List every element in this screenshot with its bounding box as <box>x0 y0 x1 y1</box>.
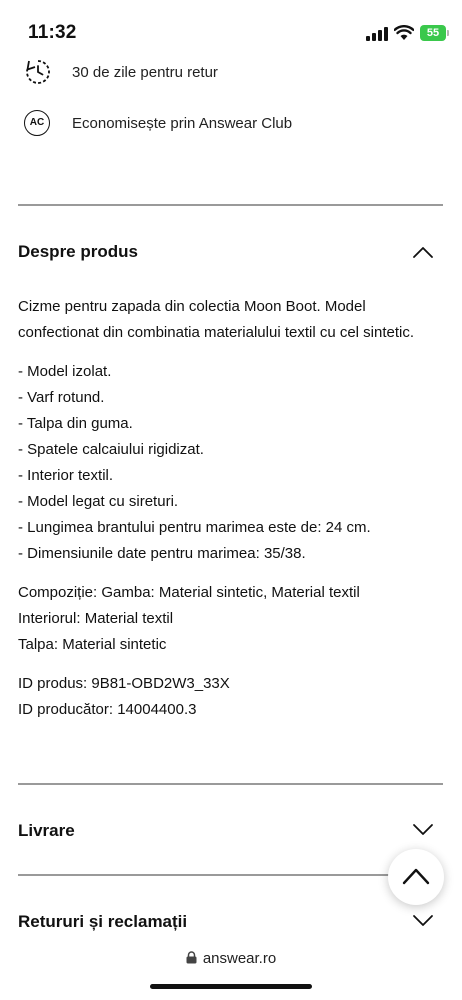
product-description <box>18 294 443 723</box>
perk-club-label: Economisește prin Answear Club <box>72 115 293 132</box>
chevron-up-icon[interactable] <box>412 245 434 259</box>
perk-answear-club <box>24 110 434 140</box>
home-indicator <box>150 984 312 989</box>
ac-badge-icon: AC <box>24 110 50 136</box>
delivery-section-title: Livrare <box>18 821 75 840</box>
feature-item: - Varf rotund. <box>18 389 105 406</box>
divider <box>18 874 443 876</box>
chevron-up-icon <box>402 867 430 885</box>
return-timer-icon <box>24 58 52 86</box>
composition-line: Compoziție: Gamba: Material sintetic, Material textil <box>18 584 360 601</box>
perk-returns <box>24 58 434 88</box>
product-intro: Cizme pentru zapada din colectia Moon Boot. Model confectionat din combinatia materialului textil cu cel sintetic. <box>18 298 415 341</box>
perk-returns-label: 30 de zile pentru retur <box>72 64 218 81</box>
composition-line: Talpa: Material sintetic <box>18 636 167 653</box>
divider <box>18 204 443 206</box>
feature-item: - Model legat cu sireturi. <box>18 493 179 510</box>
wifi-icon <box>394 25 414 41</box>
feature-item: - Talpa din guma. <box>18 415 133 432</box>
cellular-signal-icon <box>366 27 388 41</box>
battery-level: 55 <box>420 25 446 41</box>
product-id: ID produs: 9B81-OBD2W3_33X <box>18 675 230 692</box>
composition-line: Interiorul: Material textil <box>18 610 174 627</box>
feature-item: - Lungimea brantului pentru marimea este de: 24 cm. <box>18 519 371 536</box>
lock-icon <box>186 951 197 964</box>
about-section-title: Despre produs <box>18 242 138 261</box>
returns-section-title: Retururi și reclamații <box>18 912 188 931</box>
status-bar <box>0 0 462 62</box>
chevron-down-icon[interactable] <box>412 914 434 928</box>
browser-url-bar[interactable] <box>0 940 462 980</box>
battery-icon <box>420 25 450 41</box>
scroll-to-top-button[interactable] <box>388 849 444 905</box>
manufacturer-id: ID producător: 14004400.3 <box>18 701 197 718</box>
chevron-down-icon[interactable] <box>412 823 434 837</box>
status-time: 11:32 <box>28 22 77 43</box>
feature-item: - Interior textil. <box>18 467 114 484</box>
feature-item: - Model izolat. <box>18 363 112 380</box>
browser-url: answear.ro <box>202 950 277 967</box>
divider <box>18 783 443 785</box>
feature-item: - Dimensiunile date pentru marimea: 35/38. <box>18 545 306 562</box>
feature-item: - Spatele calcaiului rigidizat. <box>18 441 204 458</box>
